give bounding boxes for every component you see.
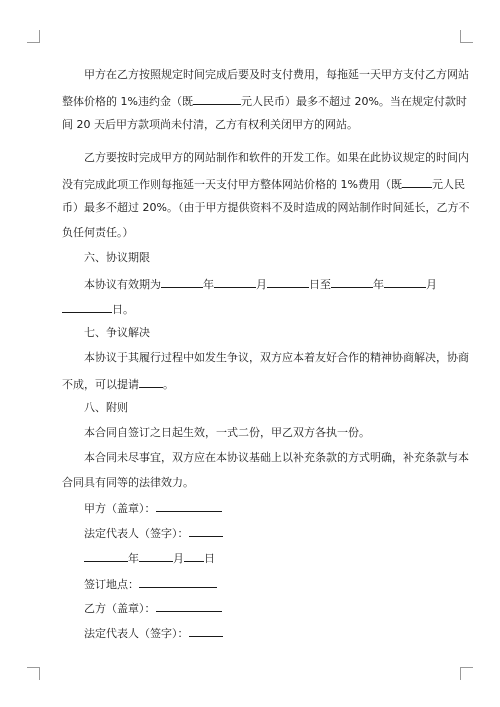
crop-mark-top-right (460, 30, 473, 43)
crop-mark-bottom-left (27, 667, 40, 680)
blank-field[interactable] (402, 176, 432, 188)
party-b-representative-field[interactable] (189, 625, 223, 637)
paragraph-line: 本合同未尽事宜，双方应在本协议基础上以补充条款的方式明确，补充条款与本 (84, 451, 469, 464)
blank-field[interactable] (267, 276, 309, 288)
paragraph-line: 没有完成此项工作则每拖延一天支付甲方整体网站价格的 1%费用（既 元人民 (62, 178, 465, 191)
paragraph-line: 合同具有同等的法律效力。 (62, 476, 194, 489)
party-b-seal-field[interactable] (156, 600, 222, 612)
month-field[interactable] (139, 550, 173, 562)
blank-field[interactable] (331, 276, 373, 288)
paragraph-line: 甲方在乙方按照规定时间完成后要及时支付费用，每拖延一天甲方支付乙方网站 (84, 68, 469, 81)
crop-mark-bottom-right (460, 667, 473, 680)
blank-field[interactable] (193, 93, 241, 105)
party-a-representative-line: 法定代表人（签字）： (84, 525, 223, 541)
paragraph-line: 本协议有效期为 年 月 日至 年 月 (84, 278, 437, 291)
paragraph-line: 本合同自签订之日起生效，一式二份，甲乙双方各执一份。 (84, 426, 370, 439)
crop-mark-top-left (27, 30, 40, 43)
paragraph-line: 本协议于其履行过程中如发生争议，双方应本着友好合作的精神协商解决，协商 (84, 351, 469, 364)
section-heading: 八、附则 (84, 401, 128, 414)
blank-field[interactable] (214, 276, 256, 288)
signing-date-line: 年 月 日 (84, 550, 215, 566)
day-field[interactable] (184, 550, 204, 562)
paragraph-line: 币）最多不超过 20%。（由于甲方提供资料不及时造成的网站制作时间延长，乙方不 (62, 201, 470, 214)
blank-field[interactable] (139, 376, 163, 388)
paragraph-line: 间 20 天后甲方款项尚未付清，乙方有权利关闭甲方的网站。 (62, 118, 358, 131)
signing-place-field[interactable] (139, 576, 217, 588)
paragraph-line: 不成，可以提请 。 (62, 378, 174, 391)
paragraph-line: 负任何责任。） (62, 226, 134, 239)
party-b-seal-line: 乙方（盖章）： (84, 600, 222, 616)
blank-field[interactable] (62, 301, 112, 313)
party-b-representative-line: 法定代表人（签字）： (84, 625, 223, 641)
paragraph-line: 日。 (62, 301, 134, 317)
party-a-seal-field[interactable] (156, 500, 222, 512)
party-a-representative-field[interactable] (189, 525, 223, 537)
section-heading: 六、协议期限 (84, 251, 150, 264)
year-field[interactable] (84, 550, 128, 562)
paragraph-line: 整体价格的 1%违约金（既 元人民币）最多不超过 20%。当在规定付款时 (62, 95, 467, 108)
blank-field[interactable] (384, 276, 426, 288)
blank-field[interactable] (161, 276, 203, 288)
party-a-seal-line: 甲方（盖章）： (84, 500, 222, 516)
signing-place-line: 签订地点： (84, 576, 217, 592)
section-heading: 七、争议解决 (84, 326, 150, 339)
paragraph-line: 乙方要按时完成甲方的网站制作和软件的开发工作。如果在此协议规定的时间内 (84, 151, 469, 164)
